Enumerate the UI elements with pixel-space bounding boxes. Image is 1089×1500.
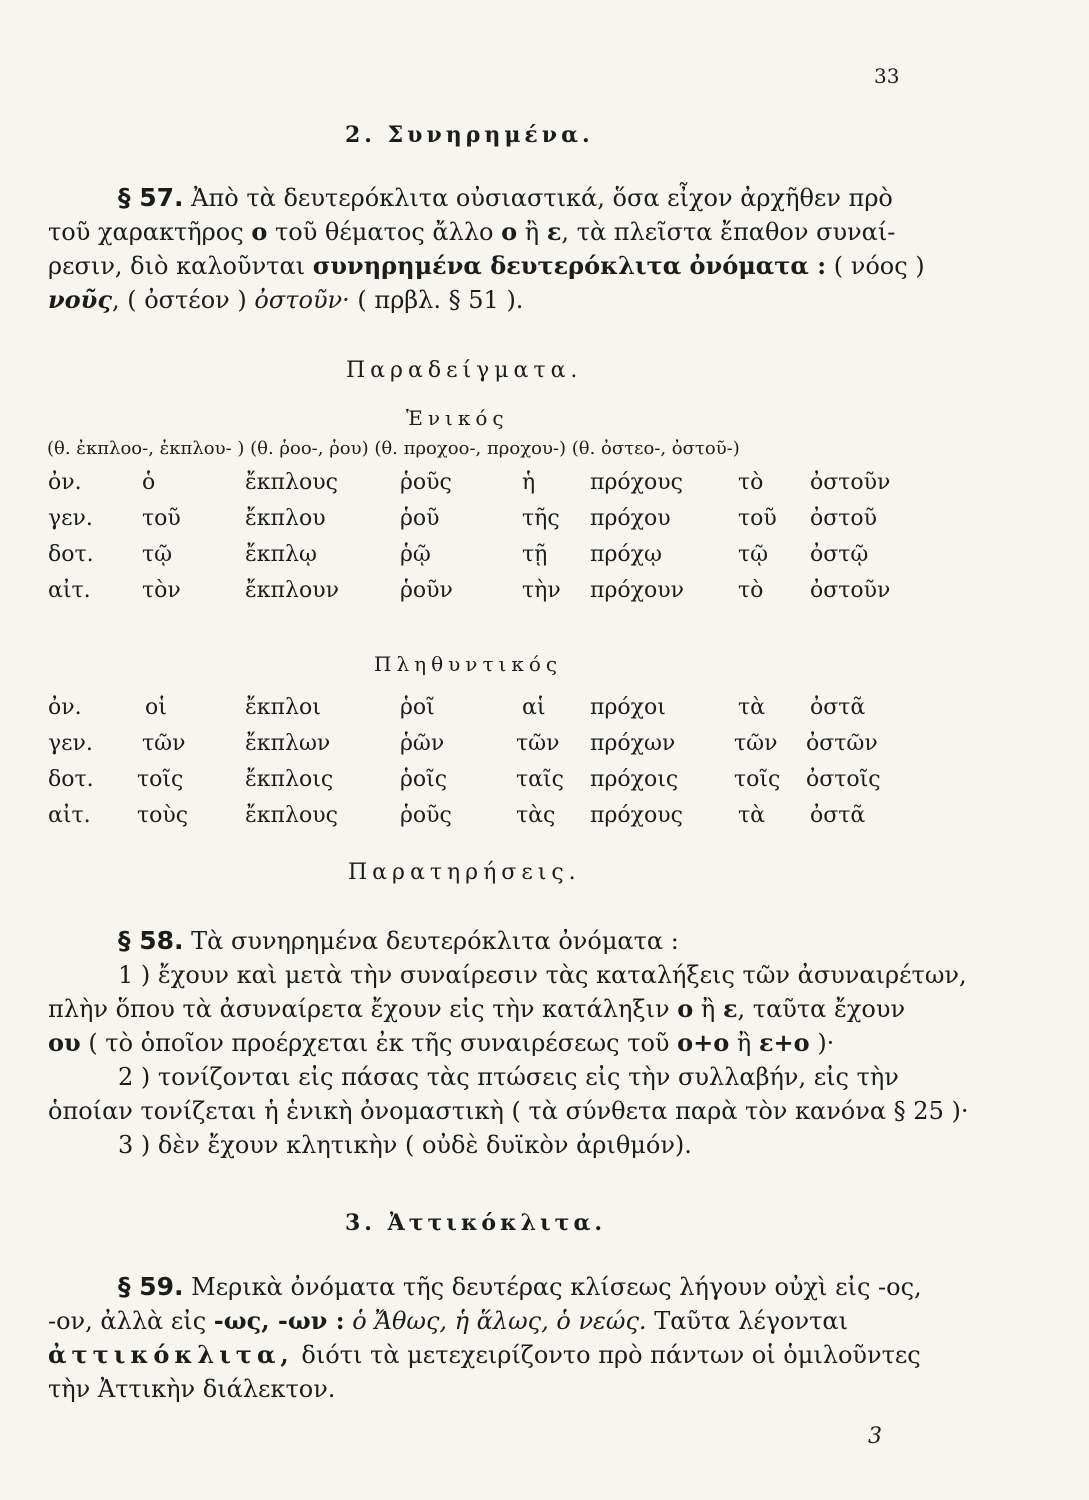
p58-rule2-line1: 2 ) τονίζονται εἰς πάσας τὰς πτώσεις εἰς τὴν συλλαβήν, εἰς τὴν bbox=[118, 1063, 899, 1091]
stems-line: (θ. ἐκπλοο-, ἐκπλου- ) (θ. ῥοο-, ῥου) (θ. προχοο-, προχου-) (θ. ὀστεο-, ὀστοῦ-) bbox=[47, 438, 740, 459]
p57-line1: Ἀπὸ τὰ δευτερόκλιτα οὐσιαστικά, ὅσα εἶχον ἀρχῆθεν πρὸ bbox=[191, 184, 893, 212]
p57-line2-e: ἢ bbox=[524, 218, 540, 246]
article: τῇ bbox=[522, 542, 548, 567]
noun-ekplous: ἔκπλους bbox=[245, 803, 338, 828]
noun-ekplous: ἔκπλοις bbox=[245, 767, 334, 792]
p58-ou: ου bbox=[48, 1028, 81, 1057]
article: ἡ bbox=[522, 470, 536, 495]
case-label: αἰτ. bbox=[48, 803, 91, 828]
p58-e-plus-o: ε+ο bbox=[758, 1028, 810, 1057]
p58-rule2-line2: ὁποίαν τονίζεται ἡ ἑνικὴ ὀνομαστικὴ ( τὰ σύνθετα παρὰ τὸν κανόνα § 25 )· bbox=[48, 1097, 969, 1125]
section-heading-contracted: 2. Συνηρημένα. bbox=[345, 122, 594, 148]
article: τὰ bbox=[738, 803, 766, 828]
table-row bbox=[0, 803, 1089, 836]
article: τῆς bbox=[522, 506, 560, 531]
noun-ostoun: ὀστῶν bbox=[806, 731, 878, 756]
p57-line2-g: , τὰ πλεῖστα ἔπαθον συναί- bbox=[561, 218, 896, 246]
p58-rule1-line2-a: πλὴν ὅπου τὰ ἀσυναίρετα ἔχουν εἰς τὴν κατάληξιν bbox=[48, 995, 670, 1023]
article: τὸ bbox=[738, 470, 764, 495]
article: αἱ bbox=[522, 695, 546, 720]
p58-rule3: 3 ) δὲν ἔχουν κλητικὴν ( οὐδὲ δυϊκὸν ἀριθμόν). bbox=[118, 1131, 692, 1159]
p58-rule1-line3-b: ( τὸ ὁποῖον προέρχεται ἐκ τῆς συναιρέσεως τοῦ bbox=[88, 1029, 670, 1057]
table-row bbox=[0, 578, 1089, 611]
article: τὴν bbox=[522, 578, 561, 603]
p57-line3-a: ρεσιν, διὸ καλοῦνται bbox=[48, 252, 306, 280]
article: τῶν bbox=[734, 731, 778, 756]
section-number-58: § 58. bbox=[118, 926, 184, 955]
table-row bbox=[0, 731, 1089, 764]
noun-prochous: πρόχους bbox=[590, 803, 683, 828]
article: ταῖς bbox=[516, 767, 564, 792]
examples-heading: Παραδείγματα. bbox=[346, 358, 583, 383]
article: τοὺς bbox=[137, 803, 189, 828]
table-row bbox=[0, 767, 1089, 800]
case-label: ὀν. bbox=[48, 695, 82, 720]
noun-ostoun: ὀστᾶ bbox=[810, 803, 866, 828]
p57-nous: νοῦς bbox=[48, 285, 112, 314]
noun-prochous: πρόχων bbox=[590, 731, 676, 756]
section-heading-atticoclita: 3. Ἀττικόκλιτα. bbox=[345, 1210, 607, 1236]
noun-rous: ῥοῦ bbox=[400, 506, 440, 531]
noun-rous: ῥοῦς bbox=[400, 803, 452, 828]
p57-letter-o: ο bbox=[251, 217, 268, 246]
noun-ekplous: ἔκπλου bbox=[245, 506, 326, 531]
p58-o-plus-o: ο+ο bbox=[677, 1028, 730, 1057]
noun-prochous: πρόχοις bbox=[590, 767, 679, 792]
noun-rous: ῥῷ bbox=[400, 542, 431, 567]
p58-rule1-line1: 1 ) ἔχουν καὶ μετὰ τὴν συναίρεσιν τὰς καταλήξεις τῶν ἀσυναιρέτων, bbox=[118, 961, 967, 989]
p57-ostoun: ὀστοῦν· bbox=[254, 286, 350, 314]
p57-term: συνηρημένα δευτερόκλιτα ὀνόματα : bbox=[312, 251, 827, 280]
p59-line2-d: Ταῦτα λέγονται bbox=[654, 1307, 849, 1335]
p59-line2-a: -ον, ἀλλὰ εἰς bbox=[48, 1307, 207, 1335]
noun-ostoun: ὀστοῦν bbox=[810, 578, 891, 603]
p58-intro: Τὰ συνηρημένα δευτερόκλιτα ὀνόματα : bbox=[191, 927, 679, 955]
article: τοῦ bbox=[142, 506, 181, 531]
noun-rous: ῥοῖς bbox=[400, 767, 448, 792]
plural-heading: Πληθυντικός bbox=[374, 652, 563, 676]
noun-rous: ῥῶν bbox=[400, 731, 445, 756]
article: τοῦ bbox=[738, 506, 777, 531]
noun-ekplous: ἔκπλῳ bbox=[245, 542, 317, 567]
article: τοῖς bbox=[137, 767, 184, 792]
article: τῷ bbox=[738, 542, 769, 567]
p58-or: ἢ bbox=[700, 995, 716, 1023]
p57-line4-b: , ( ὀστέον ) bbox=[111, 286, 247, 314]
p57-line2-c: τοῦ θέματος ἄλλο bbox=[274, 218, 494, 246]
footer-signature-number: 3 bbox=[868, 1424, 882, 1449]
p59-line4: τὴν Ἀττικὴν διάλεκτον. bbox=[48, 1375, 336, 1403]
noun-rous: ῥοῦς bbox=[400, 470, 452, 495]
noun-ekplous: ἔκπλων bbox=[245, 731, 331, 756]
p58-letter-e: ε bbox=[722, 994, 738, 1023]
remarks-heading: Παρατηρήσεις. bbox=[348, 860, 581, 885]
article: τῶν bbox=[516, 731, 560, 756]
table-row bbox=[0, 695, 1089, 728]
article: τὸ bbox=[738, 578, 764, 603]
p59-line3-b: διότι τὰ μετεχειρίζοντο πρὸ πάντων οἱ ὁμιλοῦντες bbox=[301, 1341, 921, 1369]
p58-close: )· bbox=[817, 1029, 835, 1057]
noun-rous: ῥοῦν bbox=[400, 578, 453, 603]
p59-line1: Μερικὰ ὀνόματα τῆς δευτέρας κλίσεως λήγουν οὐχὶ εἰς -ος, bbox=[191, 1273, 922, 1301]
p57-letter-e: ε bbox=[546, 217, 562, 246]
table-row bbox=[0, 506, 1089, 539]
p58-or2: ἢ bbox=[736, 1029, 752, 1057]
section-number-57: § 57. bbox=[118, 183, 184, 212]
article: οἱ bbox=[145, 695, 167, 720]
case-label: δοτ. bbox=[48, 542, 94, 567]
p58-rule1-line2-e: , ταῦτα ἔχουν bbox=[737, 995, 906, 1023]
case-label: γεν. bbox=[48, 506, 93, 531]
p57-line3-c: ( νόος ) bbox=[833, 252, 925, 280]
singular-heading: Ἑνικός bbox=[406, 406, 509, 430]
singular-table bbox=[0, 470, 1089, 610]
noun-ekplous: ἔκπλουν bbox=[245, 578, 339, 603]
noun-prochous: πρόχῳ bbox=[590, 542, 662, 567]
noun-ostoun: ὀστοῖς bbox=[806, 767, 881, 792]
article: τὸν bbox=[142, 578, 181, 603]
article: ὁ bbox=[142, 470, 156, 495]
noun-ekplous: ἔκπλους bbox=[245, 470, 338, 495]
table-row bbox=[0, 542, 1089, 575]
noun-prochous: πρόχοι bbox=[590, 695, 666, 720]
noun-ostoun: ὀστοῦν bbox=[810, 470, 891, 495]
noun-prochous: πρόχους bbox=[590, 470, 683, 495]
paragraph-58 bbox=[48, 924, 968, 1162]
case-label: γεν. bbox=[48, 731, 93, 756]
noun-rous: ῥοῖ bbox=[400, 695, 435, 720]
p57-letter-o2: ο bbox=[501, 217, 518, 246]
case-label: αἰτ. bbox=[48, 578, 91, 603]
case-label: δοτ. bbox=[48, 767, 94, 792]
noun-ekplous: ἔκπλοι bbox=[245, 695, 321, 720]
p59-examples: ὁ Ἄθως, ἡ ἅλως, ὁ νεώς. bbox=[352, 1307, 647, 1335]
p57-line2-a: τοῦ χαρακτῆρος bbox=[48, 218, 244, 246]
p58-letter-o: ο bbox=[677, 994, 694, 1023]
p57-line4-d: ( πρβλ. § 51 ). bbox=[357, 286, 524, 314]
table-row bbox=[0, 470, 1089, 503]
noun-prochous: πρόχου bbox=[590, 506, 671, 531]
noun-ostoun: ὀστοῦ bbox=[810, 506, 878, 531]
paragraph-59 bbox=[48, 1270, 922, 1406]
article: τῷ bbox=[142, 542, 173, 567]
plural-table bbox=[0, 695, 1089, 835]
p59-endings: -ως, -ων : bbox=[213, 1306, 345, 1335]
noun-ostoun: ὀστῷ bbox=[810, 542, 869, 567]
article: τοῖς bbox=[734, 767, 781, 792]
noun-prochous: πρόχουν bbox=[590, 578, 684, 603]
case-label: ὀν. bbox=[48, 470, 82, 495]
paragraph-57 bbox=[48, 181, 925, 317]
article: τὰ bbox=[738, 695, 766, 720]
noun-ostoun: ὀστᾶ bbox=[810, 695, 866, 720]
page-number: 33 bbox=[874, 64, 900, 88]
section-number-59: § 59. bbox=[118, 1272, 184, 1301]
p59-term: ἀττικόκλιτα, bbox=[48, 1340, 294, 1369]
article: τῶν bbox=[142, 731, 186, 756]
article: τὰς bbox=[516, 803, 556, 828]
